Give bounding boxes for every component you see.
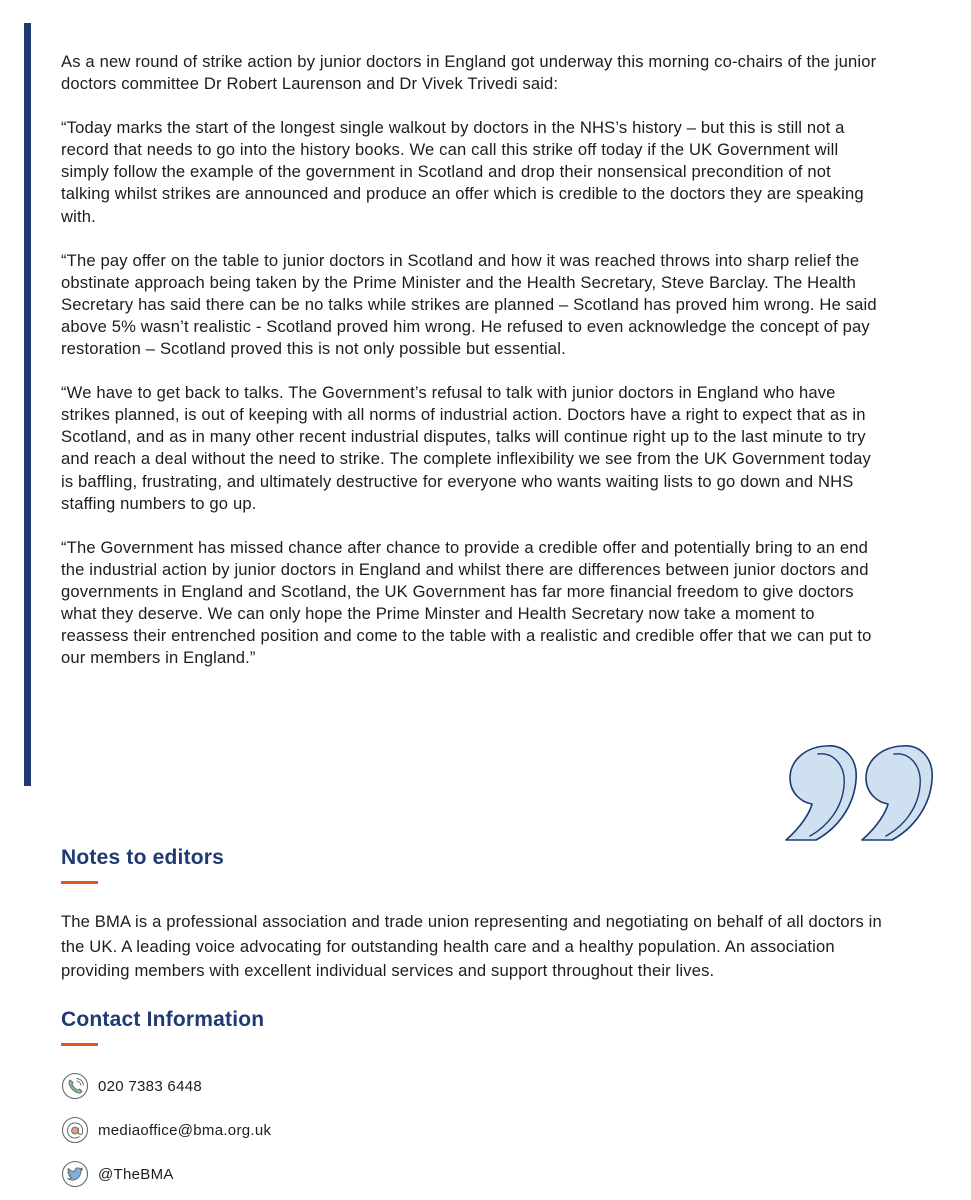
closing-quote-icon [778,742,938,846]
intro-paragraph: As a new round of strike action by junior doctors in England got underway this morning co-chairs of the junior doctors committee Dr Robert Laurenson and Dr Vivek Trivedi said: [61,52,877,94]
contact-phone[interactable] [61,1072,202,1100]
twitter-bird-icon [61,1160,89,1188]
quote-paragraph: “The pay offer on the table to junior doctors in Scotland and how it was reached throws into sharp relief the obstinate approach being taken by the Prime Minister and the Health Secretary, Steve Barclay. The Health Secretary has said there can be no talks while strikes are planned – Scotland has proved him wrong. He said above 5% wasn’t realistic - Scotland proved him wrong. He refused to even acknowledge the concept of pay restoration – Scotland proved this is not only possible but essential. [61,250,877,359]
quote-body [61,51,883,691]
notes-text: The BMA is a professional association and trade union representing and negotiating on behalf of all doctors in the UK. A leading voice advocating for outstanding health care and a healthy population. An association providing members with excellent individual services and support throughout their lives. [61,912,882,981]
quote-paragraph: “The Government has missed chance after chance to provide a credible offer and potentially bring to an end the industrial action by junior doctors in England and whilst there are differences between junior doctors and governments in England and Scotland, the UK Government has far more financial freedom to give doctors what they deserve. We can only hope the Prime Minster and Health Secretary now take a moment to reassess their entrenched position and come to the table with a realistic and credible offer that we can put to our members in England.” [61,537,872,668]
notes-heading: Notes to editors [61,846,225,869]
contact-email[interactable] [61,1116,271,1144]
quote-paragraph: “We have to get back to talks. The Government’s refusal to talk with junior doctors in England who have strikes planned, is out of keeping with all norms of industrial action. Doctors have a right to expect that as in Scotland, and as in many other recent industrial disputes, talks will continue right up to the last minute to try and reach a deal without the need to strike. The complete inflexibility we see from the UK Government today is baffling, frustrating, and ultimately destructive for everyone who wants waiting lists to go down and NHS staffing numbers to go up. [61,383,871,513]
quote-paragraph: “Today marks the start of the longest single walkout by doctors in the NHS’s history – but this is still not a record that needs to go into the history books. We can call this strike off today if the UK Government will simply follow the example of the government in Scotland and drop their nonsensical precondition of not talking whilst strikes are announced and produce an offer which is credible to the doctors they are speaking with. [61,118,864,226]
contact-heading-underline [61,1043,98,1046]
contact-twitter[interactable] [61,1160,174,1188]
at-sign-icon [61,1116,89,1144]
phone-icon [61,1072,89,1100]
press-quote-block [24,23,924,786]
contact-email-address[interactable]: mediaoffice@bma.org.uk [98,1121,272,1139]
quote-accent-bar [24,23,31,786]
contact-twitter-handle[interactable]: @TheBMA [98,1165,174,1183]
contact-heading: Contact Information [61,1008,265,1031]
notes-heading-underline [61,881,98,884]
contact-phone-number[interactable]: 020 7383 6448 [98,1077,202,1095]
